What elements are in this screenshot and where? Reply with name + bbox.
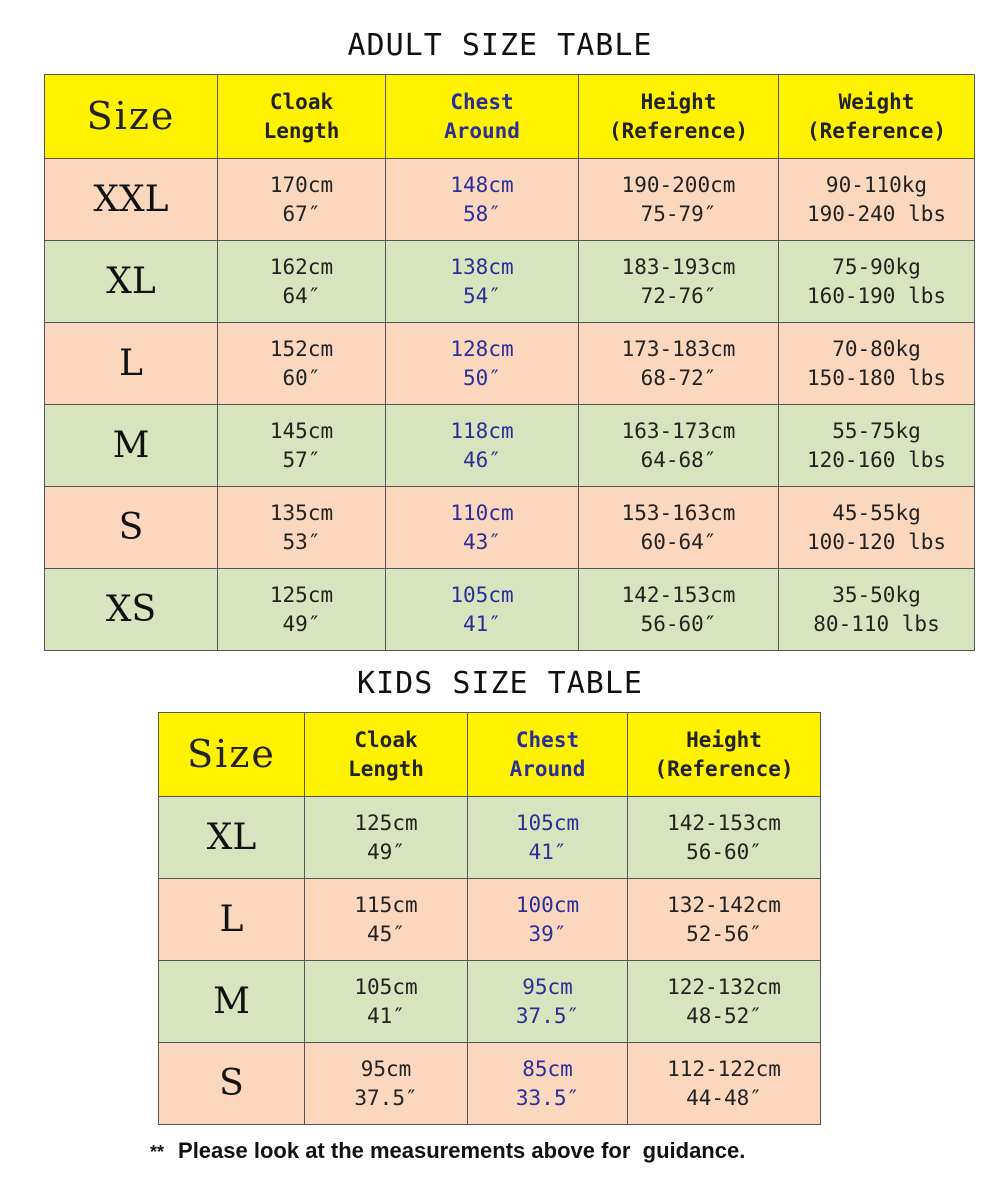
cloak-value: 152cm xyxy=(269,336,334,361)
weight-value: 75-90kg xyxy=(832,254,921,279)
adult-header-row xyxy=(45,75,975,159)
size-cell: L xyxy=(159,879,305,961)
height-cell xyxy=(579,323,779,405)
chest-value: 41″ xyxy=(528,839,567,864)
height-value: 190-200cm xyxy=(621,172,736,197)
cloak-value: 53″ xyxy=(282,529,321,554)
chest-value: 46″ xyxy=(463,447,501,472)
chest-value: 105cm xyxy=(450,582,514,607)
height-value: 68-72″ xyxy=(640,365,717,390)
chest-value: 148cm xyxy=(450,172,514,197)
height-value: 142-153cm xyxy=(621,582,736,607)
height-value: 132-142cm xyxy=(667,892,781,917)
chest-cell xyxy=(468,961,628,1043)
cloak-cell xyxy=(218,323,386,405)
size-cell: S xyxy=(45,487,218,569)
kids-header-height: Height (Reference) xyxy=(628,713,821,797)
height-value: 48-52″ xyxy=(686,1003,762,1028)
chest-value: 39″ xyxy=(528,921,567,946)
weight-cell xyxy=(779,159,975,241)
height-cell xyxy=(628,1043,821,1125)
height-cell xyxy=(579,487,779,569)
cloak-cell xyxy=(218,405,386,487)
chest-value: 100cm xyxy=(515,892,580,917)
chest-value: 138cm xyxy=(450,254,514,279)
cloak-cell xyxy=(218,241,386,323)
weight-value: 100-120 lbs xyxy=(806,529,947,554)
adult-size-table-title: ADULT SIZE TABLE xyxy=(347,28,653,63)
size-cell: XL xyxy=(45,241,218,323)
cloak-value: 64″ xyxy=(282,283,321,308)
height-value: 163-173cm xyxy=(621,418,736,443)
height-cell xyxy=(628,879,821,961)
kids-row-l xyxy=(159,879,821,961)
height-value: 60-64″ xyxy=(640,529,717,554)
cloak-cell xyxy=(305,797,468,879)
cloak-value: 135cm xyxy=(269,500,334,525)
cloak-value: 41″ xyxy=(367,1003,405,1028)
weight-value: 160-190 lbs xyxy=(806,283,947,308)
height-value: 44-48″ xyxy=(686,1085,762,1110)
cloak-value: 145cm xyxy=(269,418,334,443)
chest-value: 43″ xyxy=(463,529,501,554)
height-value: 183-193cm xyxy=(621,254,736,279)
cloak-value: 49″ xyxy=(282,611,321,636)
cloak-value: 125cm xyxy=(269,582,334,607)
cloak-value: 60″ xyxy=(282,365,321,390)
weight-value: 120-160 lbs xyxy=(806,447,947,472)
chest-value: 95cm xyxy=(522,974,573,999)
weight-cell xyxy=(779,241,975,323)
height-value: 56-60″ xyxy=(640,611,717,636)
cloak-value: 67″ xyxy=(282,201,321,226)
chest-cell xyxy=(386,487,579,569)
cloak-value: 162cm xyxy=(269,254,334,279)
adult-row-xl xyxy=(45,241,975,323)
kids-size-table-title: KIDS SIZE TABLE xyxy=(357,666,643,701)
cloak-cell xyxy=(218,569,386,651)
height-value: 173-183cm xyxy=(621,336,736,361)
adult-row-l xyxy=(45,323,975,405)
chest-cell xyxy=(386,405,579,487)
weight-value: 190-240 lbs xyxy=(806,201,947,226)
height-cell xyxy=(628,797,821,879)
adult-header-cloak-length: Cloak Length xyxy=(218,75,386,159)
weight-value: 70-80kg xyxy=(832,336,921,361)
chest-cell xyxy=(468,1043,628,1125)
adult-header-size: Size xyxy=(45,75,218,159)
kids-header-cloak-length: Cloak Length xyxy=(305,713,468,797)
height-cell xyxy=(579,569,779,651)
adult-row-xxl xyxy=(45,159,975,241)
chest-cell xyxy=(386,323,579,405)
height-value: 72-76″ xyxy=(640,283,717,308)
chest-value: 58″ xyxy=(463,201,501,226)
chest-value: 105cm xyxy=(515,810,580,835)
adult-row-m xyxy=(45,405,975,487)
size-cell: L xyxy=(45,323,218,405)
height-value: 52-56″ xyxy=(686,921,762,946)
height-cell xyxy=(579,159,779,241)
chest-value: 85cm xyxy=(522,1056,573,1081)
size-cell: XS xyxy=(45,569,218,651)
chest-value: 128cm xyxy=(450,336,514,361)
cloak-value: 125cm xyxy=(354,810,418,835)
chest-value: 37.5″ xyxy=(515,1003,580,1028)
weight-cell xyxy=(779,569,975,651)
cloak-value: 115cm xyxy=(354,892,418,917)
weight-value: 150-180 lbs xyxy=(806,365,947,390)
chest-value: 50″ xyxy=(463,365,501,390)
adult-row-s xyxy=(45,487,975,569)
cloak-value: 37.5″ xyxy=(354,1085,418,1110)
chest-value: 118cm xyxy=(450,418,514,443)
cloak-value: 95cm xyxy=(360,1056,412,1081)
height-value: 142-153cm xyxy=(667,810,781,835)
weight-cell xyxy=(779,487,975,569)
chest-cell xyxy=(386,241,579,323)
cloak-value: 170cm xyxy=(269,172,334,197)
note-text: Please look at the measurements above for guidance. xyxy=(178,1138,746,1163)
height-value: 64-68″ xyxy=(640,447,717,472)
chest-value: 33.5″ xyxy=(515,1085,580,1110)
weight-value: 90-110kg xyxy=(825,172,928,197)
height-value: 56-60″ xyxy=(686,839,762,864)
adult-size-table xyxy=(44,74,975,651)
size-cell: S xyxy=(159,1043,305,1125)
height-value: 153-163cm xyxy=(621,500,736,525)
cloak-value: 45″ xyxy=(367,921,405,946)
chest-value: 41″ xyxy=(463,611,501,636)
weight-value: 35-50kg xyxy=(832,582,921,607)
cloak-cell xyxy=(305,1043,468,1125)
kids-size-table xyxy=(158,712,821,1125)
chest-value: 110cm xyxy=(450,500,514,525)
cloak-value: 49″ xyxy=(367,839,405,864)
size-cell: M xyxy=(45,405,218,487)
chest-cell xyxy=(468,797,628,879)
size-cell: XL xyxy=(159,797,305,879)
kids-header-chest-around: Chest Around xyxy=(468,713,628,797)
chest-cell xyxy=(386,159,579,241)
cloak-cell xyxy=(305,879,468,961)
weight-cell xyxy=(779,323,975,405)
weight-value: 45-55kg xyxy=(832,500,921,525)
kids-row-s xyxy=(159,1043,821,1125)
cloak-value: 105cm xyxy=(354,974,418,999)
adult-header-height: Height (Reference) xyxy=(579,75,779,159)
height-value: 75-79″ xyxy=(640,201,717,226)
cloak-cell xyxy=(218,159,386,241)
adult-header-chest-around: Chest Around xyxy=(386,75,579,159)
chest-cell xyxy=(468,879,628,961)
adult-header-weight: Weight (Reference) xyxy=(779,75,975,159)
measurement-guidance-note xyxy=(150,1138,745,1164)
kids-row-xl xyxy=(159,797,821,879)
chest-cell xyxy=(386,569,579,651)
height-cell xyxy=(579,241,779,323)
height-value: 112-122cm xyxy=(667,1056,781,1081)
chest-value: 54″ xyxy=(463,283,501,308)
weight-cell xyxy=(779,405,975,487)
height-cell xyxy=(579,405,779,487)
height-value: 122-132cm xyxy=(667,974,781,999)
adult-row-xs xyxy=(45,569,975,651)
height-cell xyxy=(628,961,821,1043)
size-cell: XXL xyxy=(45,159,218,241)
weight-value: 55-75kg xyxy=(832,418,921,443)
kids-row-m xyxy=(159,961,821,1043)
cloak-value: 57″ xyxy=(282,447,321,472)
cloak-cell xyxy=(218,487,386,569)
note-asterisks: ** xyxy=(150,1142,165,1162)
weight-value: 80-110 lbs xyxy=(813,611,940,636)
cloak-cell xyxy=(305,961,468,1043)
size-cell: M xyxy=(159,961,305,1043)
kids-header-size: Size xyxy=(159,713,305,797)
kids-header-row xyxy=(159,713,821,797)
